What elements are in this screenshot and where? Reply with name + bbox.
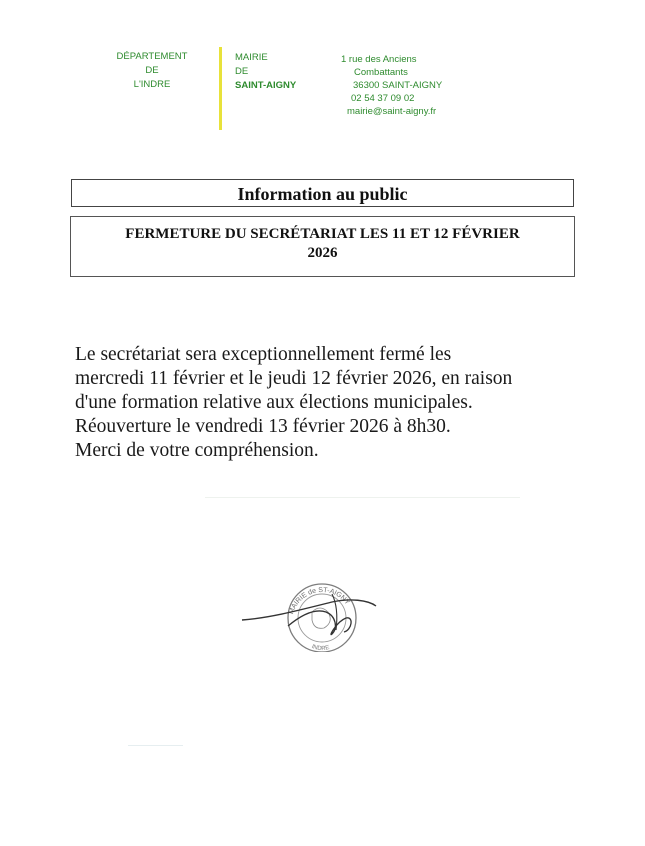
address-city: 36300 SAINT-AIGNY (353, 80, 443, 91)
letterhead (0, 0, 645, 140)
body-line: Réouverture le vendredi 13 février 2026 à 8h30. (75, 416, 451, 437)
letterhead-divider (219, 47, 222, 130)
department-line: DE (145, 65, 159, 76)
body-line: Le secrétariat sera exceptionnellement fermé les (75, 344, 452, 365)
stamp-bottom-text: INDRE (310, 644, 331, 652)
address-email: mairie@saint-aigny.fr (347, 106, 437, 117)
notice-heading-line: 2026 (307, 245, 338, 261)
faint-scan-mark (128, 745, 183, 746)
faint-scan-line (205, 497, 520, 498)
department-block (112, 50, 192, 92)
mairie-name: SAINT-AIGNY (235, 80, 297, 91)
mairie-stamp-and-signature (240, 572, 380, 652)
body-line: mercredi 11 février et le jeudi 12 février 2026, en raison (75, 368, 513, 389)
body-line: d'une formation relative aux élections municipales. (75, 392, 473, 413)
address-street-cont: Combattants (354, 67, 408, 78)
notice-body (75, 343, 575, 463)
department-line: L'INDRE (133, 79, 171, 90)
department-line: DÉPARTEMENT (116, 51, 188, 62)
address-block (341, 53, 442, 118)
notice-heading (70, 216, 575, 277)
mairie-block (235, 51, 296, 93)
stamp-top-text: MAIRIE de ST-AIGNY (288, 586, 351, 616)
notice-heading-line: FERMETURE DU SECRÉTARIAT LES 11 ET 12 FÉVRIER (125, 226, 520, 242)
address-street: 1 rue des Anciens (341, 54, 417, 65)
signature-stroke-vertical (332, 594, 337, 630)
mairie-line: MAIRIE (235, 52, 268, 63)
mairie-line: DE (235, 66, 249, 77)
body-line: Merci de votre compréhension. (75, 440, 319, 461)
address-phone: 02 54 37 09 02 (351, 93, 415, 104)
page-title: Information au public (71, 179, 574, 207)
